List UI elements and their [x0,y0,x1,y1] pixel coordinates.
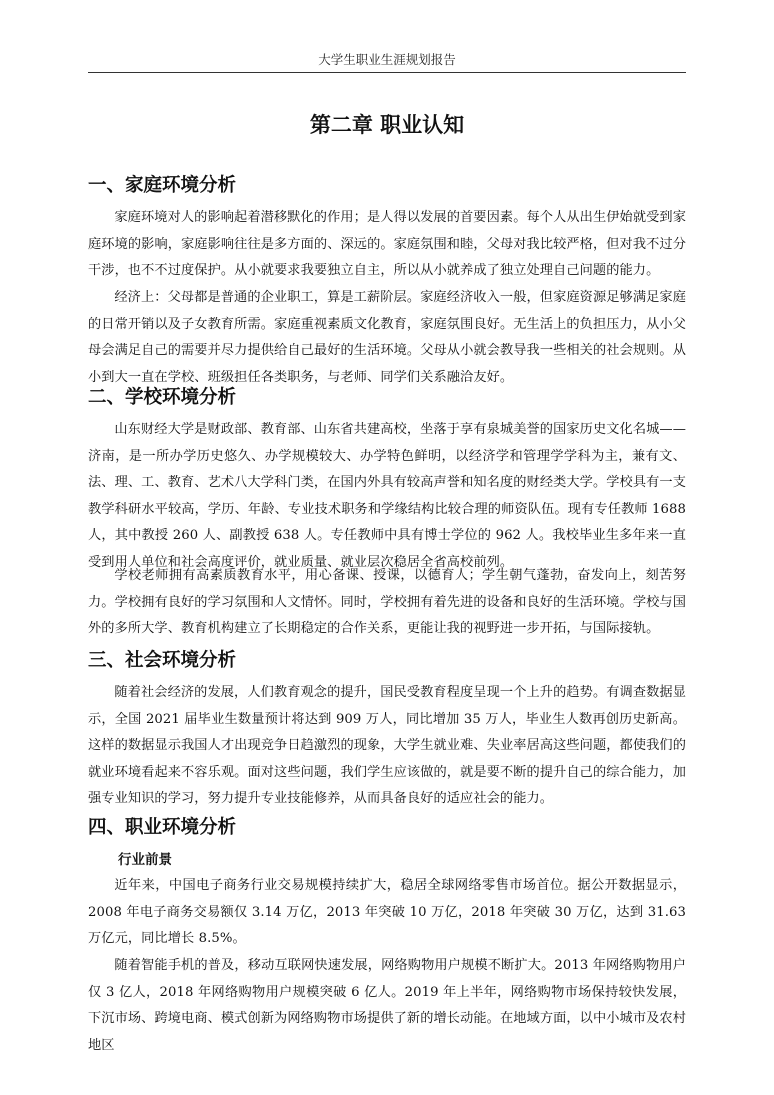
section-heading-family: 一、家庭环境分析 [88,175,237,196]
section-heading-career: 四、职业环境分析 [88,817,237,838]
chapter-title: 第二章 职业认知 [309,113,465,137]
section-heading-society: 三、社会环境分析 [88,650,237,671]
paragraph: 近年来，中国电子商务行业交易规模持续扩大，稳居全球网络零售市场首位。据公开数据显示，2008 年电子商务交易额仅 3.14 万亿，2013 年突破 10 万亿，2018 年突破 30 万亿，达到 31.63 万亿元，同比增长 8.5%。 [88,878,686,946]
header-rule [88,72,686,73]
subheading-industry-outlook: 行业前景 [118,852,172,868]
running-header: 大学生职业生涯规划报告 [318,52,456,67]
paragraph: 随着社会经济的发展，人们教育观念的提升，国民受教育程度呈现一个上升的趋势。有调查数据显示，全国 2021 届毕业生数量预计将达到 909 万人，同比增加 35 万人，毕业生人数再创历史新高。这样的数据显示我国人才出现竞争日趋激烈的现象，大学生就业难、失业率居高这些问题，都使我们的就业环境看起来不容乐观。面对这些问题，我们学生应该做的，就是要不断的提升自己的综合能力，加强专业知识的学习，努力提升专业技能修养，从而具备良好的适应社会的能力。 [88,685,686,806]
paragraph: 随着智能手机的普及，移动互联网快速发展，网络购物用户规模不断扩大。2013 年网络购物用户仅 3 亿人，2018 年网络购物用户规模突破 6 亿人。2019 年上半年，网络购物市场保持较快发展，下沉市场、跨境电商、模式创新为网络购物市场提供了新的增长动能。在地域方面，以中小城市及农村地区 [88,958,686,1053]
paragraph: 山东财经大学是财政部、教育部、山东省共建高校，坐落于享有泉城美誉的国家历史文化名城——济南，是一所办学历史悠久、办学规模较大、办学特色鲜明，以经济学和管理学学科为主，兼有文、法、理、工、教育、艺术八大学科门类，在国内外具有较高声誉和知名度的财经类大学。学校具有一支教学科研水平较高，学历、年龄、专业技术职务和学缘结构比较合理的师资队伍。现有专任教师 1688 人，其中教授 260 人、副教授 638 人。专任教师中具有博士学位的 962 人。我校毕业生多年来一直受到用人单位和社会高度评价，就业质量、就业层次稳居全省高校前列。 [88,422,686,570]
paragraph: 学校老师拥有高素质教育水平，用心备课、授课，以德育人；学生朝气蓬勃，奋发向上，刻苦努力。学校拥有良好的学习氛围和人文情怀。同时，学校拥有着先进的设备和良好的生活环境。学校与国外的多所大学、教育机构建立了长期稳定的合作关系，更能让我的视野进一步开拓，与国际接轨。 [88,568,686,636]
paragraph: 家庭环境对人的影响起着潜移默化的作用；是人得以发展的首要因素。每个人从出生伊始就受到家庭环境的影响，家庭影响往往是多方面的、深远的。家庭氛围和睦，父母对我比较严格，但对我不过分干涉，也不不过度保护。从小就要求我要独立自主，所以从小就养成了独立处理自己问题的能力。 [88,210,686,278]
paragraph: 经济上：父母都是普通的企业职工，算是工薪阶层。家庭经济收入一般，但家庭资源足够满足家庭的日常开销以及子女教育所需。家庭重视素质文化教育，家庭氛围良好。无生活上的负担压力，从小父母会满足自己的需要并尽力提供给自己最好的生活环境。父母从小就会教导我一些相关的社会规则。从小到大一直在学校、班级担任各类职务，与老师、同学们关系融洽友好。 [88,290,686,385]
section-heading-school: 二、学校环境分析 [88,387,237,408]
